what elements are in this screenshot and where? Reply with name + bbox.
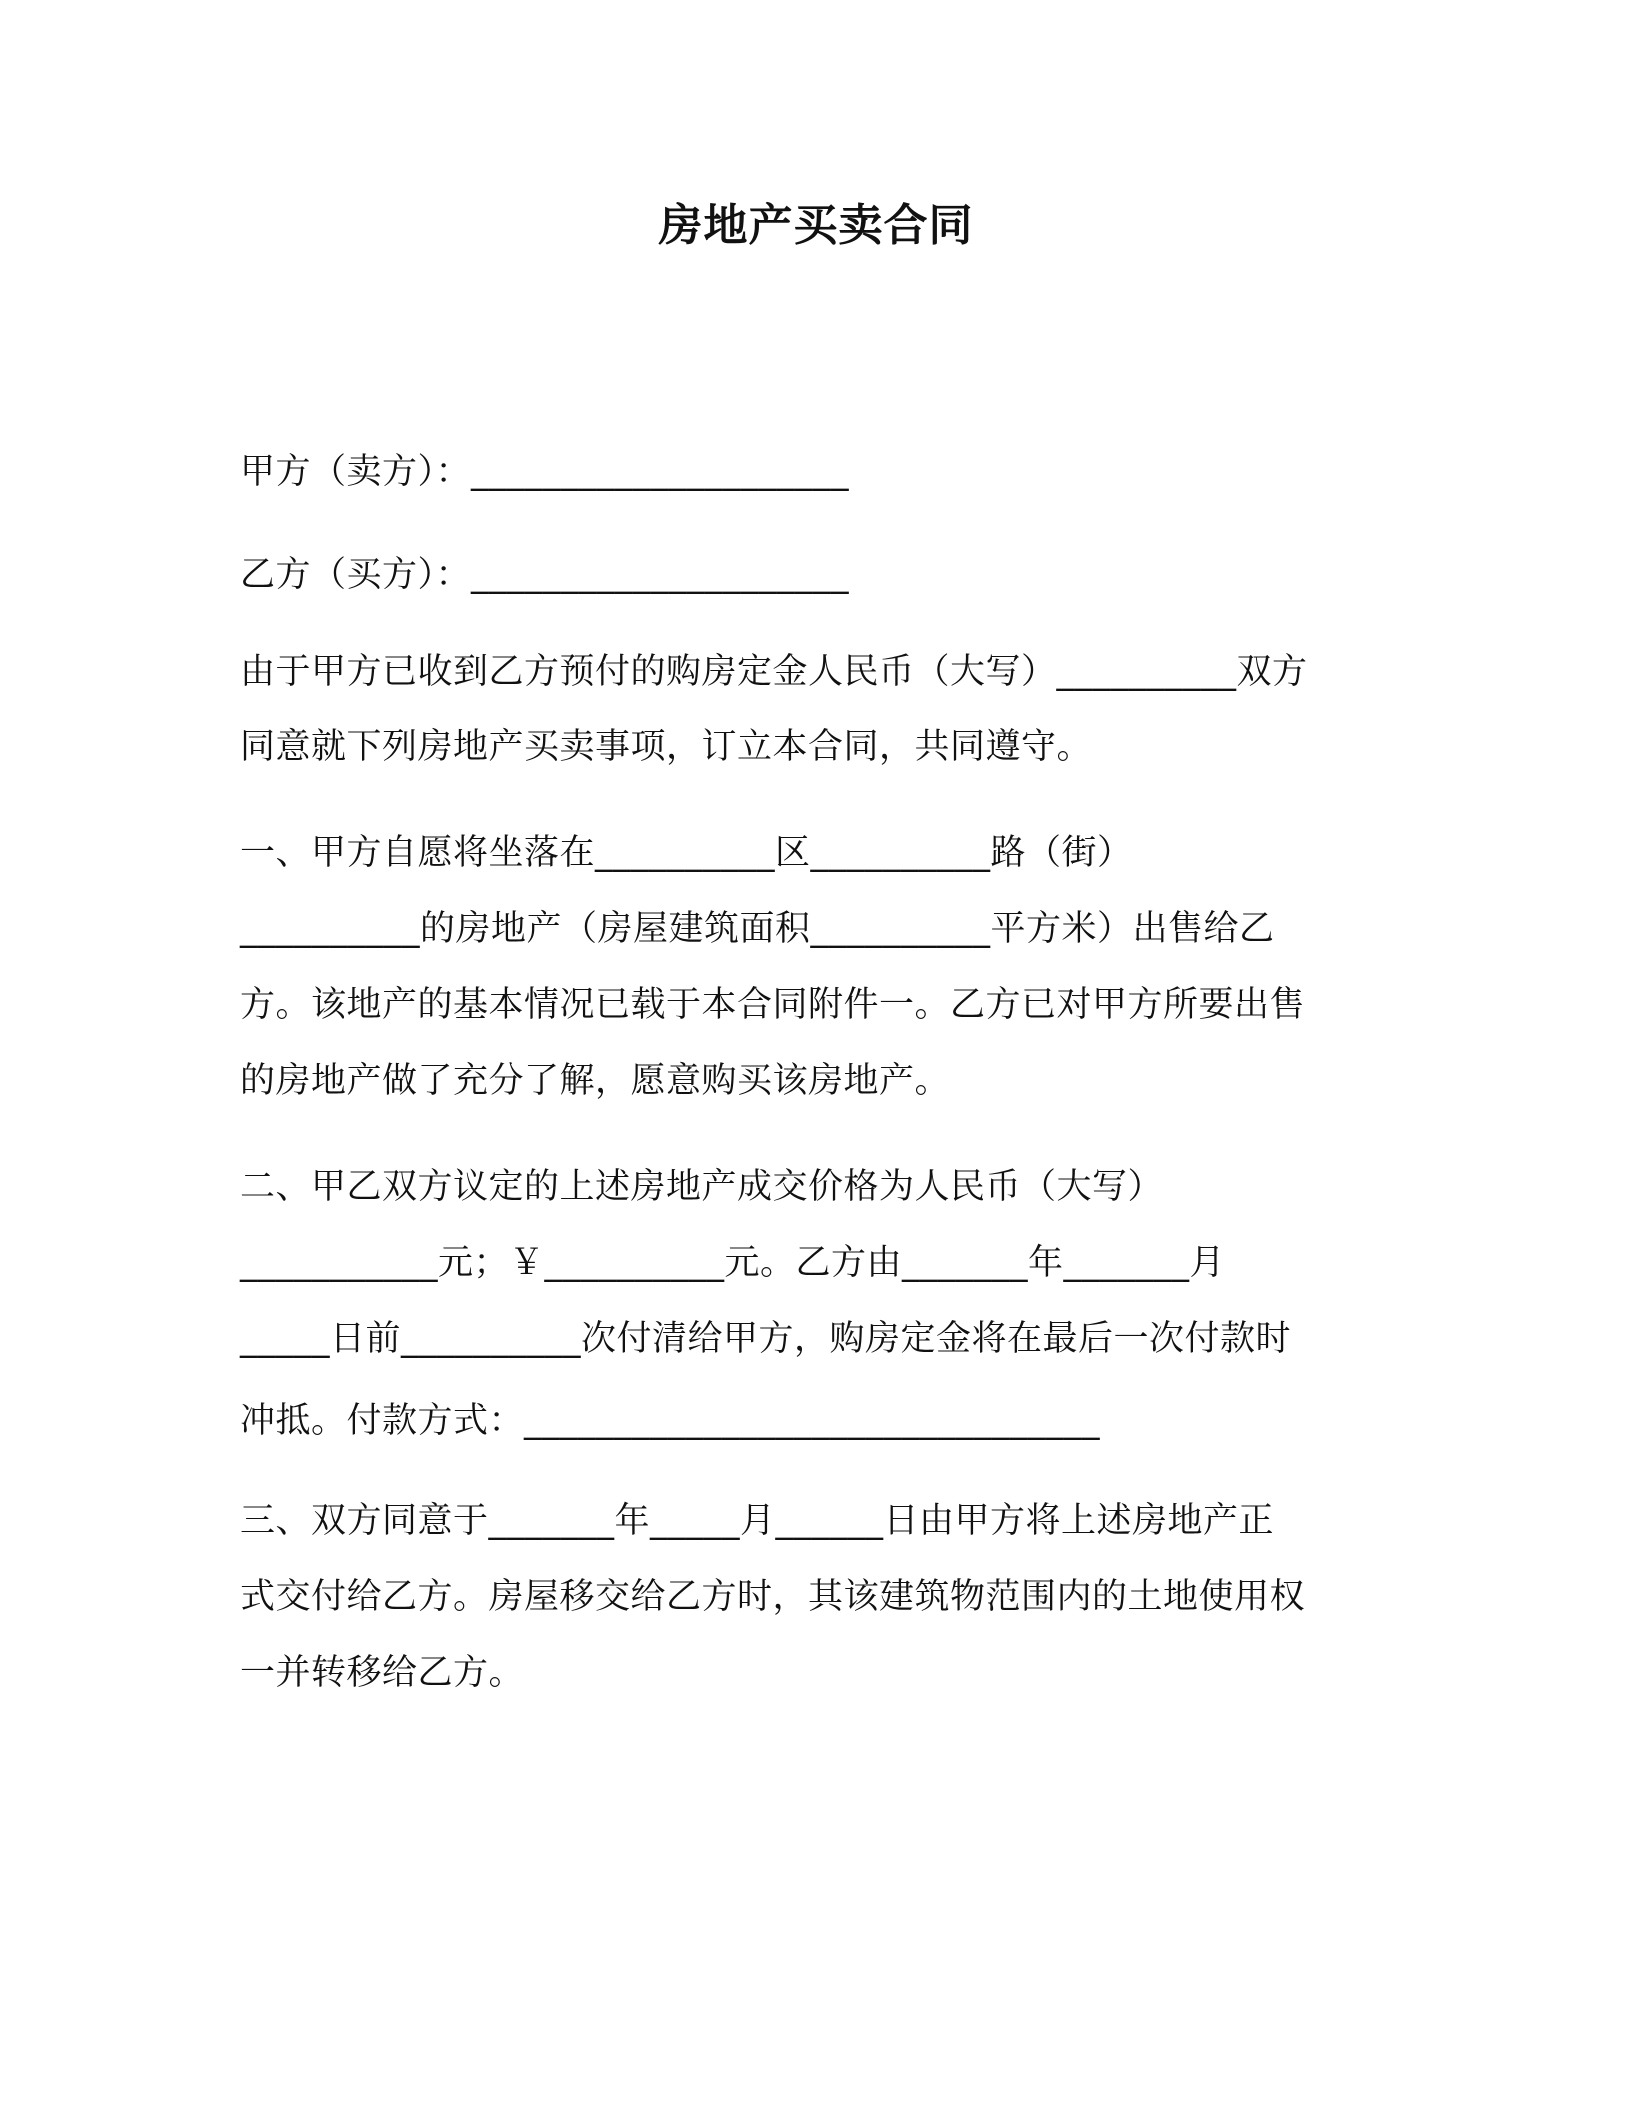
clause-1-line: 方。该地产的基本情况已载于本合同附件一。乙方已对甲方所要出售 — [240, 985, 1306, 1025]
party-a-line: 甲方（卖方）：_____________________ — [240, 452, 850, 492]
clause-2-line: _____日前__________次付清给甲方，购房定金将在最后一次付款时 — [240, 1319, 1292, 1359]
party-b-line: 乙方（买方）：_____________________ — [240, 555, 850, 595]
clause-1-line: 的房地产做了充分了解，愿意购买该房地产。 — [240, 1061, 951, 1101]
clause-1-line: 一、甲方自愿将坐落在__________区__________路（街） — [240, 833, 1133, 873]
clause-1-line: __________的房地产（房屋建筑面积__________平方米）出售给乙 — [240, 909, 1275, 949]
clause-2-line: ___________元；￥__________元。乙方由_______年_______月 — [240, 1243, 1226, 1283]
preamble-line: 由于甲方已收到乙方预付的购房定金人民币（大写）__________双方 — [240, 652, 1308, 692]
preamble-line: 同意就下列房地产买卖事项，订立本合同，共同遵守。 — [240, 727, 1093, 767]
document-title: 房地产买卖合同 — [658, 200, 974, 251]
clause-3-line: 式交付给乙方。房屋移交给乙方时，其该建筑物范围内的土地使用权 — [240, 1577, 1306, 1617]
clause-2-line: 冲抵。付款方式：________________________________ — [240, 1401, 1101, 1441]
clause-3-line: 三、双方同意于_______年_____月______日由甲方将上述房地产正 — [240, 1501, 1275, 1541]
clause-3-line: 一并转移给乙方。 — [240, 1653, 525, 1693]
clause-2-line: 二、甲乙双方议定的上述房地产成交价格为人民币（大写） — [240, 1167, 1164, 1207]
